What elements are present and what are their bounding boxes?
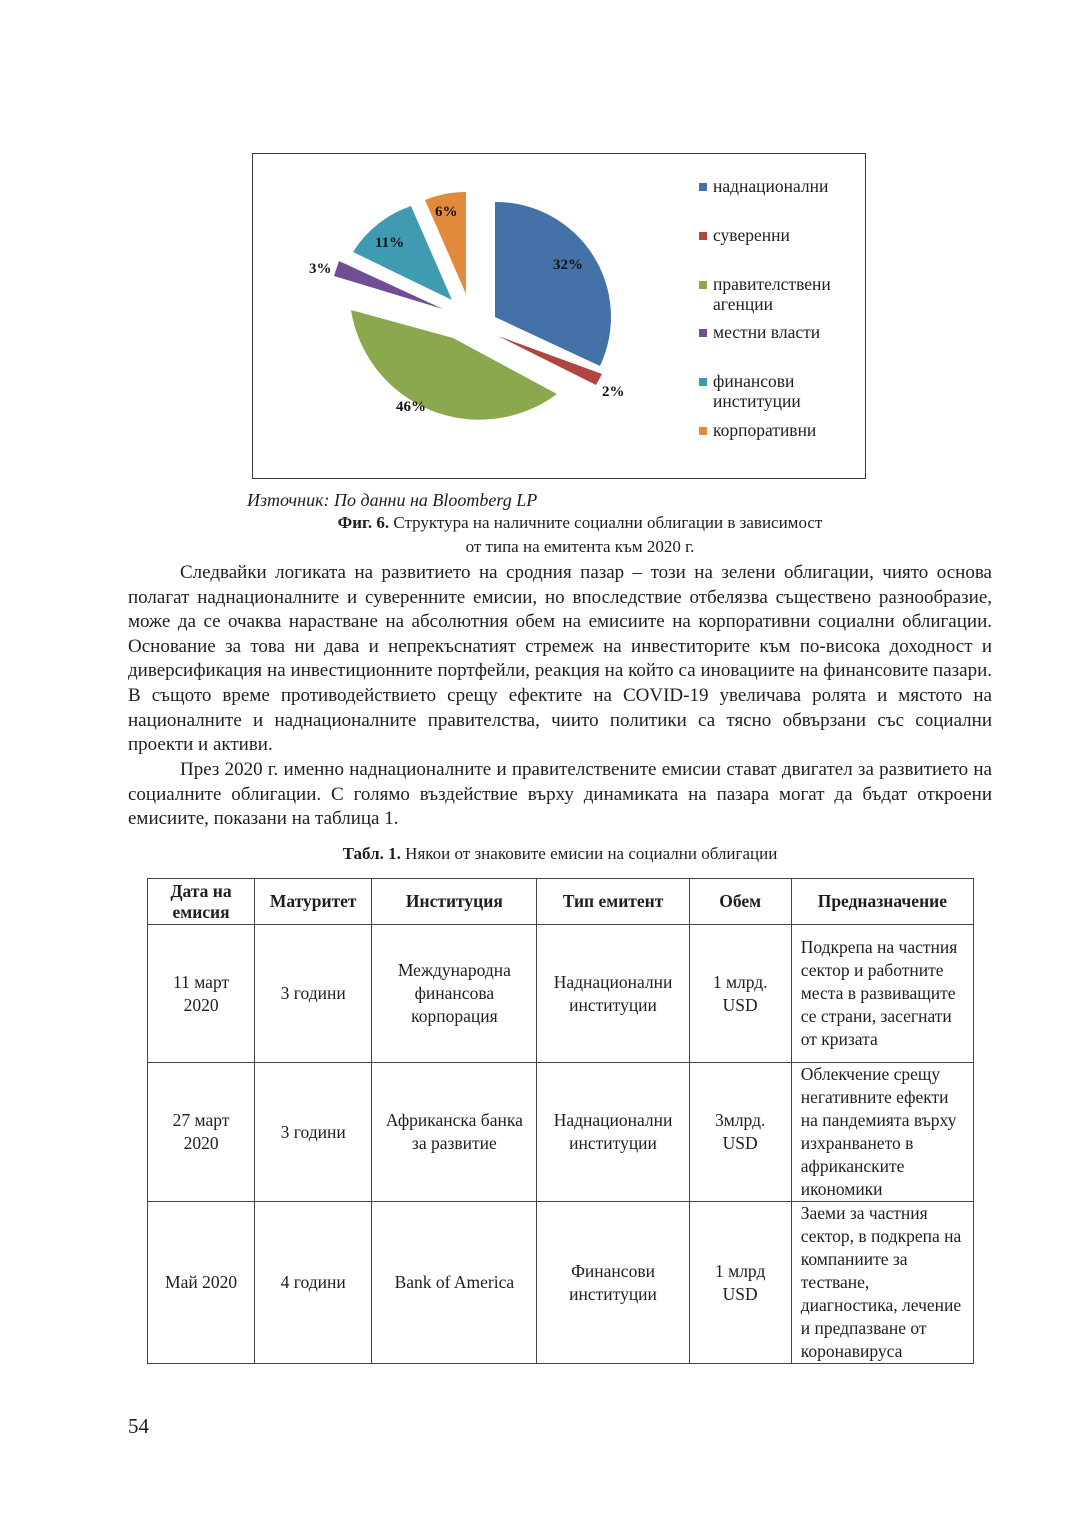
legend-item-supranational: [699, 176, 828, 196]
table-row: [148, 925, 974, 1063]
cell-purpose: Облекчение срещу негативните ефекти на пандемията върху изхранването в африканските икономики: [791, 1063, 973, 1202]
header-maturity: Матуритет: [255, 879, 372, 925]
figure-source: Източник: По данни на Bloomberg LP: [247, 490, 538, 510]
legend-swatch-icon: [699, 427, 707, 435]
cell-volume: 1 млрд USD: [689, 1202, 791, 1364]
label-6: 6%: [435, 204, 458, 220]
body-paragraph-1: [128, 561, 992, 758]
legend-item-corporate: [699, 420, 816, 440]
cell-purpose: Заеми за частния сектор, в подкрепа на компаниите за тестване, диагностика, лечение и предпазване от коронавируса: [791, 1202, 973, 1364]
header-institution: Институция: [372, 879, 537, 925]
header-volume: Обем: [689, 879, 791, 925]
table-row: [148, 1202, 974, 1364]
figure-caption-line1: [200, 513, 960, 533]
cell-purpose: Подкрепа на частния сектор и работните места в развиващите се страни, засегнати от кризата: [791, 925, 973, 1063]
legend-item-government-agencies: [699, 274, 831, 314]
legend-swatch-icon: [699, 281, 707, 289]
body-paragraph-2: [128, 758, 992, 832]
header-date: Дата на емисия: [148, 879, 255, 925]
legend-label: [713, 274, 831, 314]
legend-swatch-icon: [699, 232, 707, 240]
figure-caption-line2: от типа на емитента към 2020 г.: [465, 537, 695, 556]
legend-swatch-icon: [699, 183, 707, 191]
table-row: [148, 1063, 974, 1202]
legend-item-local-authorities: [699, 322, 820, 342]
legend-label-line2: институции: [713, 391, 801, 411]
paragraph-text: През 2020 г. именно наднационалните и правителствените емисии стават двигател за развитието на социалните облигации. С голямо въздействие върху динамиката на пазара могат да бъдат откроени емисиите, показани на таблица 1.: [128, 759, 992, 830]
label-46: 46%: [396, 399, 426, 415]
table-caption: [150, 844, 970, 864]
legend-item-sovereign: [699, 225, 790, 245]
pie-chart-figure: [252, 153, 866, 479]
cell-volume: 1 млрд. USD: [689, 925, 791, 1063]
cell-institution: Международна финансова корпорация: [372, 925, 537, 1063]
legend-item-financial-institutions: [699, 371, 801, 411]
figure-caption-text: Структура на наличните социални облигации в зависимост: [393, 513, 823, 532]
page-number: 54: [128, 1414, 149, 1438]
figure-caption-label: Фиг. 6.: [337, 513, 390, 532]
cell-issuer-type: Наднационални институции: [537, 925, 689, 1063]
label-11: 11%: [375, 235, 405, 251]
cell-issuer-type: Наднационални институции: [537, 1063, 689, 1202]
legend-label: местни власти: [713, 322, 821, 342]
social-bonds-table: [147, 878, 974, 1364]
legend-swatch-icon: [699, 378, 707, 386]
table-header-row: [148, 879, 974, 925]
table-caption-label: Табл. 1.: [342, 844, 401, 863]
cell-date: 11 март 2020: [148, 925, 255, 1063]
cell-date: Май 2020: [148, 1202, 255, 1364]
legend-label: корпоративни: [713, 420, 817, 440]
label-32: 32%: [553, 257, 583, 273]
cell-date: 27 март 2020: [148, 1063, 255, 1202]
legend-label-line1: правителствени: [713, 274, 831, 294]
legend-label: суверенни: [713, 225, 790, 245]
cell-volume: 3млрд. USD: [689, 1063, 791, 1202]
cell-institution: Африканска банка за развитие: [372, 1063, 537, 1202]
legend-label: наднационални: [713, 176, 829, 196]
legend-label-line2: агенции: [713, 294, 773, 314]
cell-institution: Bank of America: [372, 1202, 537, 1364]
label-2: 2%: [602, 384, 625, 400]
table-caption-text: Някои от знаковите емисии на социални облигации: [405, 844, 778, 863]
cell-maturity: 3 години: [255, 925, 372, 1063]
paragraph-text: Следвайки логиката на развитието на сродния пазар – този на зелени облигации, чиято основа полагат наднационалните и суверенните емисии, но впоследствие отбелязва съществено разнообразие, може да се очаква нарастване на абсолютния обем на емисиите на корпоративни социални облигации. Основание за това ни дава и непрекъснатият стремеж на инвеститорите към по-висока доходност и диверсификация на инвестиционните портфейли, реакция на който са иновациите на финансовите пазари. В същото време противодействието срещу ефектите на COVID-19 увеличава ролята и мястото на националните и наднационалните правителства, чиито политики са тясно обвързани със социални проекти и активи.: [128, 562, 992, 756]
label-3: 3%: [309, 261, 332, 277]
legend-label: [713, 371, 801, 411]
legend-label-line1: финансови: [713, 371, 795, 391]
legend-swatch-icon: [699, 329, 707, 337]
cell-issuer-type: Финансови институции: [537, 1202, 689, 1364]
header-issuer-type: Тип емитент: [537, 879, 689, 925]
header-purpose: Предназначение: [791, 879, 973, 925]
cell-maturity: 3 години: [255, 1063, 372, 1202]
cell-maturity: 4 години: [255, 1202, 372, 1364]
